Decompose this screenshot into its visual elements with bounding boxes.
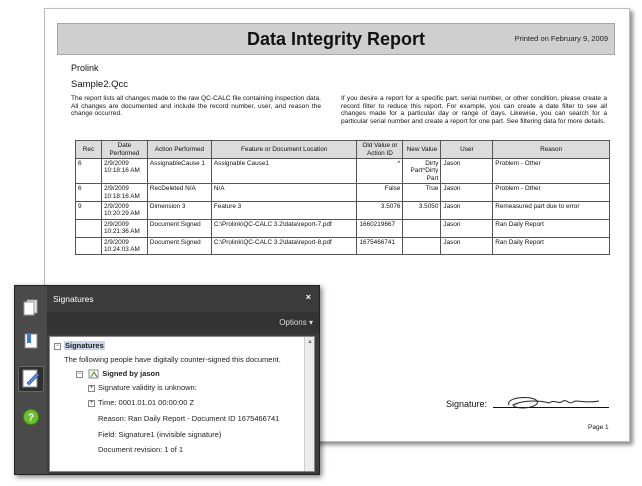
cell-feature: Assignable Cause1 [211,159,357,184]
report-title-bar [57,23,615,55]
cell-date: 2/9/2009 10:20:29 AM [101,202,147,220]
cell-action: AssignableCause 1 [147,159,211,184]
signer-label: Signed by jason [102,368,160,378]
cell-date: 2/9/2009 10:21:36 AM [101,219,147,237]
cell-rec [76,237,102,255]
column-header: Reason [493,141,610,159]
expand-icon[interactable]: + [89,399,94,406]
cell-old-value: 1660219667 [357,219,403,237]
revision-text: Document revision: 1 of 1 [98,445,184,454]
cell-old-value: False [357,184,403,202]
cell-new-value: True [403,184,441,202]
collapse-icon[interactable]: − [55,342,60,349]
cell-new-value: 3.5050 [403,202,441,220]
tree-root-label: Signatures [65,341,104,350]
validity-row[interactable] [88,383,197,392]
cell-user: Jason [441,159,493,184]
table-row [76,219,610,237]
signature-tree [49,336,315,472]
signature-pen-icon [19,367,43,391]
cell-reason: Remeasured part due to error [493,202,610,220]
column-header: Old Value or Action ID [357,141,403,159]
cell-rec: 6 [76,159,102,184]
cell-user: Jason [441,202,493,220]
cell-new-value [403,219,441,237]
close-icon[interactable]: × [305,292,311,302]
company-name: Prolink [71,63,99,73]
cell-old-value: 1675466741 [357,237,403,255]
options-bar [47,312,319,334]
cell-date: 2/9/2009 10:18:16 AM [101,159,147,184]
panel-title: Signatures [53,294,94,304]
intro-text: The following people have digitally counter-signed this document. [64,355,281,364]
scroll-up-icon[interactable]: ▲ [307,339,313,345]
change-log-table [75,140,610,255]
cell-reason: Ran Daily Report [493,219,610,237]
cell-reason: Ran Daily Report [493,237,610,255]
table-row [76,159,610,184]
cell-rec: 9 [76,202,102,220]
column-header: New Value [403,141,441,159]
scrollbar[interactable] [304,337,314,471]
validity-text: Signature validity is unknown: [98,383,197,392]
description-left: The report lists all changes made to the raw QC-CALC file containing inspection data. All changes are documented and include the record number, user, and reason the change occurred. [71,95,321,118]
navigation-toolstrip [15,286,47,474]
page-number: Page 1 [588,424,609,431]
cell-reason: Problem - Other [493,159,610,184]
table-row [76,184,610,202]
cell-new-value [403,237,441,255]
table-header-row [76,141,610,159]
table-row [76,202,610,220]
time-row[interactable] [88,398,194,407]
panel-header [47,286,319,312]
cell-user: Jason [441,237,493,255]
cell-action: Document Signed [147,237,211,255]
expand-icon[interactable]: + [89,384,94,391]
bookmarks-icon[interactable] [22,332,40,350]
reason-text: Reason: Ran Daily Report - Document ID 1675466741 [98,414,280,423]
table-row [76,237,610,255]
cell-date: 2/9/2009 10:18:16 AM [101,184,147,202]
cell-feature: Feature 3 [211,202,357,220]
cell-reason: Problem - Other [493,184,610,202]
cell-user: Jason [441,219,493,237]
cell-user: Jason [441,184,493,202]
signatures-panel [14,285,320,475]
cell-rec: 6 [76,184,102,202]
cell-feature: C:\Prolink\QC-CALC 3.2\data\report-7.pdf [211,219,357,237]
column-header: Date Performed [101,141,147,159]
cell-action: RecDeleted N/A [147,184,211,202]
signature-tool-button[interactable] [18,366,44,392]
cell-new-value: Dirty Part^Dirty Part [403,159,441,184]
cell-action: Document Signed [147,219,211,237]
cell-feature: N/A [211,184,357,202]
report-title: Data Integrity Report [246,29,426,49]
field-text: Field: Signature1 (invisible signature) [98,430,222,439]
cell-old-value: 3.5076 [357,202,403,220]
column-header: Action Performed [147,141,211,159]
file-name: Sample2.Qcc [71,79,129,90]
cell-old-value: ^ [357,159,403,184]
cell-date: 2/9/2009 10:24:03 AM [101,237,147,255]
options-menu-button[interactable]: Options ▾ [279,318,313,327]
tree-root-row[interactable] [54,341,105,350]
pages-icon[interactable] [22,298,40,316]
signature-label: Signature: [446,399,488,409]
signer-row[interactable] [76,368,160,380]
column-header: Rec [76,141,102,159]
column-header: Feature or Document Location [211,141,357,159]
handwritten-signature [503,391,603,413]
svg-text:?: ? [27,412,35,424]
time-text: Time: 0001.01.01 00:00:00 Z [98,398,195,407]
collapse-icon[interactable]: − [77,370,82,377]
column-header: User [441,141,493,159]
certificate-icon [88,368,100,380]
cell-feature: C:\Prolink\QC-CALC 3.2\data\report-8.pdf [211,237,357,255]
printed-date: Printed on February 9, 2009 [514,34,608,43]
cell-action: Dimension 3 [147,202,211,220]
description-right: If you desire a report for a specific part, serial number, or other condition, please create a record filter to reduce this report. For example, you can create a date filter to see all changes made for a particular day or range of days. Likewise, you can search for a particular serial number and create a report for one part. See filtering data for more details. [341,95,607,125]
cell-rec [76,219,102,237]
help-icon[interactable] [22,408,40,426]
